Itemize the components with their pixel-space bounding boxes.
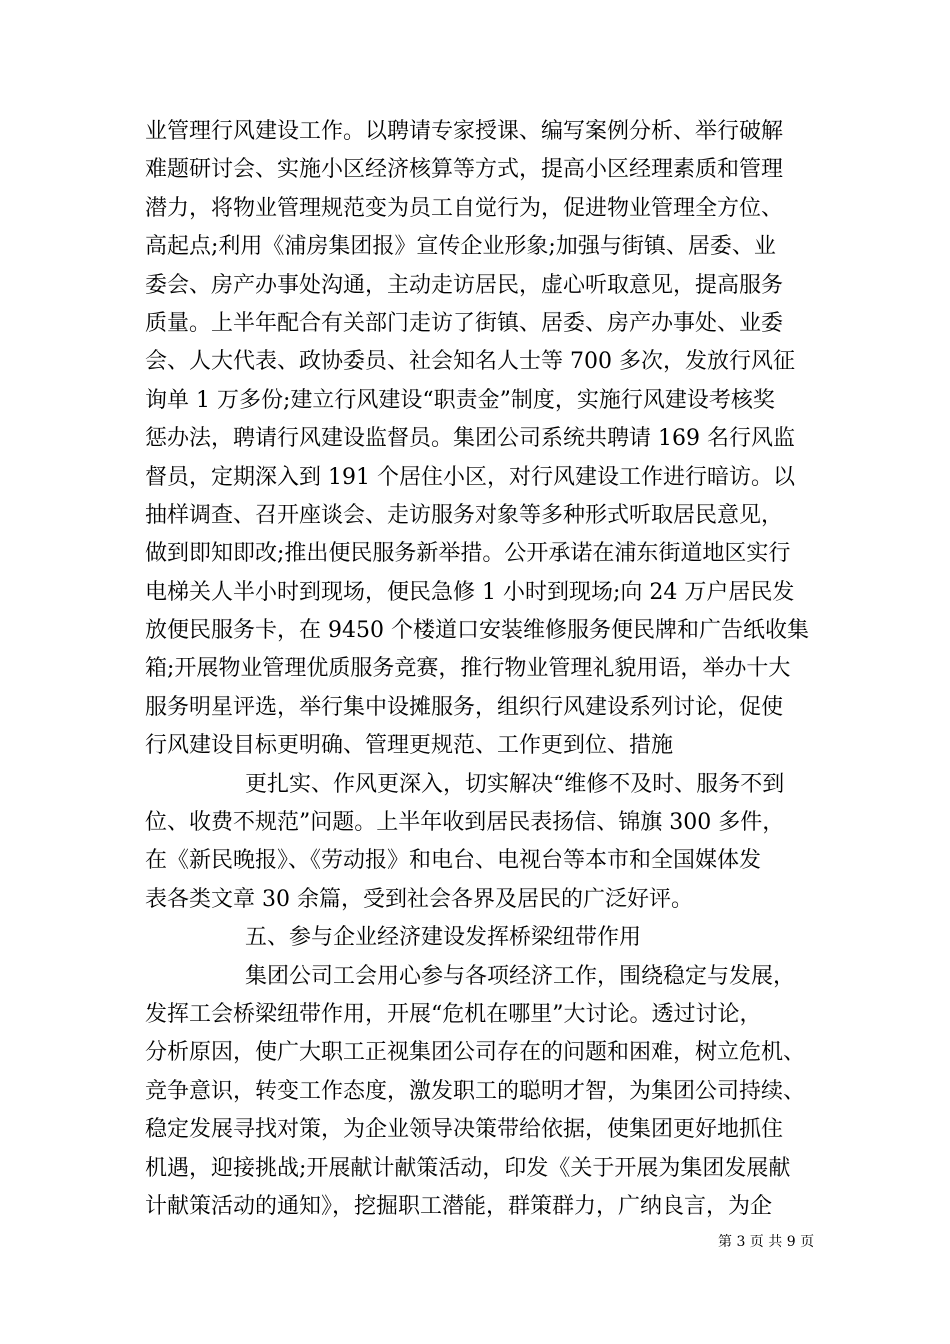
text-line: 潜力，将物业管理规范变为员工自觉行为，促进物业管理全方位、 bbox=[145, 195, 784, 221]
text-line: 计献策活动的通知》，挖掘职工潜能，群策群力，广纳良言，为企 bbox=[145, 1193, 773, 1219]
text-line: 位、收费不规范”问题。上半年收到居民表扬信、锦旗 300 多件， bbox=[145, 810, 785, 836]
text-line: 督员，定期深入到 191 个居住小区，对行风建设工作进行暗访。以 bbox=[145, 464, 795, 490]
text-line: 高起点;利用《浦房集团报》宣传企业形象;加强与街镇、居委、业 bbox=[145, 234, 776, 260]
text-line: 竞争意识，转变工作态度，激发职工的聪明才智，为集团公司持续、 bbox=[145, 1078, 806, 1104]
text-line: 表各类文章 30 余篇，受到社会各界及居民的广泛好评。 bbox=[145, 886, 693, 912]
text-line: 箱;开展物业管理优质服务竞赛，推行物业管理礼貌用语，举办十大 bbox=[145, 656, 791, 682]
text-line: 难题研讨会、实施小区经济核算等方式，提高小区经理素质和管理 bbox=[145, 157, 784, 183]
section-heading: 五、参与企业经济建设发挥桥梁纽带作用 bbox=[245, 925, 642, 951]
text-line: 更扎实、作风更深入，切实解决“维修不及时、服务不到 bbox=[245, 771, 785, 797]
text-line: 抽样调查、召开座谈会、走访服务对象等多种形式听取居民意见， bbox=[145, 502, 784, 528]
page-number: 第 3 页 共 9 页 bbox=[718, 1234, 815, 1250]
text-line: 放便民服务卡，在 9450 个楼道口安装维修服务便民牌和广告纸收集 bbox=[145, 618, 809, 644]
body-text bbox=[145, 113, 810, 1226]
text-line: 集团公司工会用心参与各项经济工作，围绕稳定与发展， bbox=[245, 963, 796, 989]
text-line: 分析原因，使广大职工正视集团公司存在的问题和困难，树立危机、 bbox=[145, 1040, 806, 1066]
text-line: 稳定发展寻找对策，为企业领导决策带给依据，使集团更好地抓住 bbox=[145, 1117, 784, 1143]
text-line: 在《新民晚报》、《劳动报》和电台、电视台等本市和全国媒体发 bbox=[145, 848, 762, 874]
text-line: 做到即知即改;推出便民服务新举措。公开承诺在浦东街道地区实行 bbox=[145, 541, 791, 567]
text-line: 质量。上半年配合有关部门走访了街镇、居委、房产办事处、业委 bbox=[145, 310, 784, 336]
text-line: 机遇，迎接挑战;开展献计献策活动，印发《关于开展为集团发展献 bbox=[145, 1155, 791, 1181]
text-line: 惩办法，聘请行风建设监督员。集团公司系统共聘请 169 名行风监 bbox=[145, 426, 795, 452]
text-line: 会、人大代表、政协委员、社会知名人士等 700 多次，发放行风征 bbox=[145, 349, 795, 375]
text-line: 委会、房产办事处沟通，主动走访居民，虚心听取意见，提高服务 bbox=[145, 272, 784, 298]
text-line: 行风建设目标更明确、管理更规范、工作更到位、措施 bbox=[145, 733, 674, 759]
text-line: 业管理行风建设工作。以聘请专家授课、编写案例分析、举行破解 bbox=[145, 119, 784, 144]
text-line: 询单 1 万多份;建立行风建设“职责金”制度，实施行风建设考核奖 bbox=[145, 387, 775, 413]
text-line: 服务明星评选，举行集中设摊服务，组织行风建设系列讨论，促使 bbox=[145, 694, 784, 720]
text-line: 发挥工会桥梁纽带作用，开展“危机在哪里”大讨论。透过讨论， bbox=[145, 1001, 762, 1027]
text-line: 电梯关人半小时到现场，便民急修 1 小时到现场;向 24 万户居民发 bbox=[145, 579, 795, 605]
